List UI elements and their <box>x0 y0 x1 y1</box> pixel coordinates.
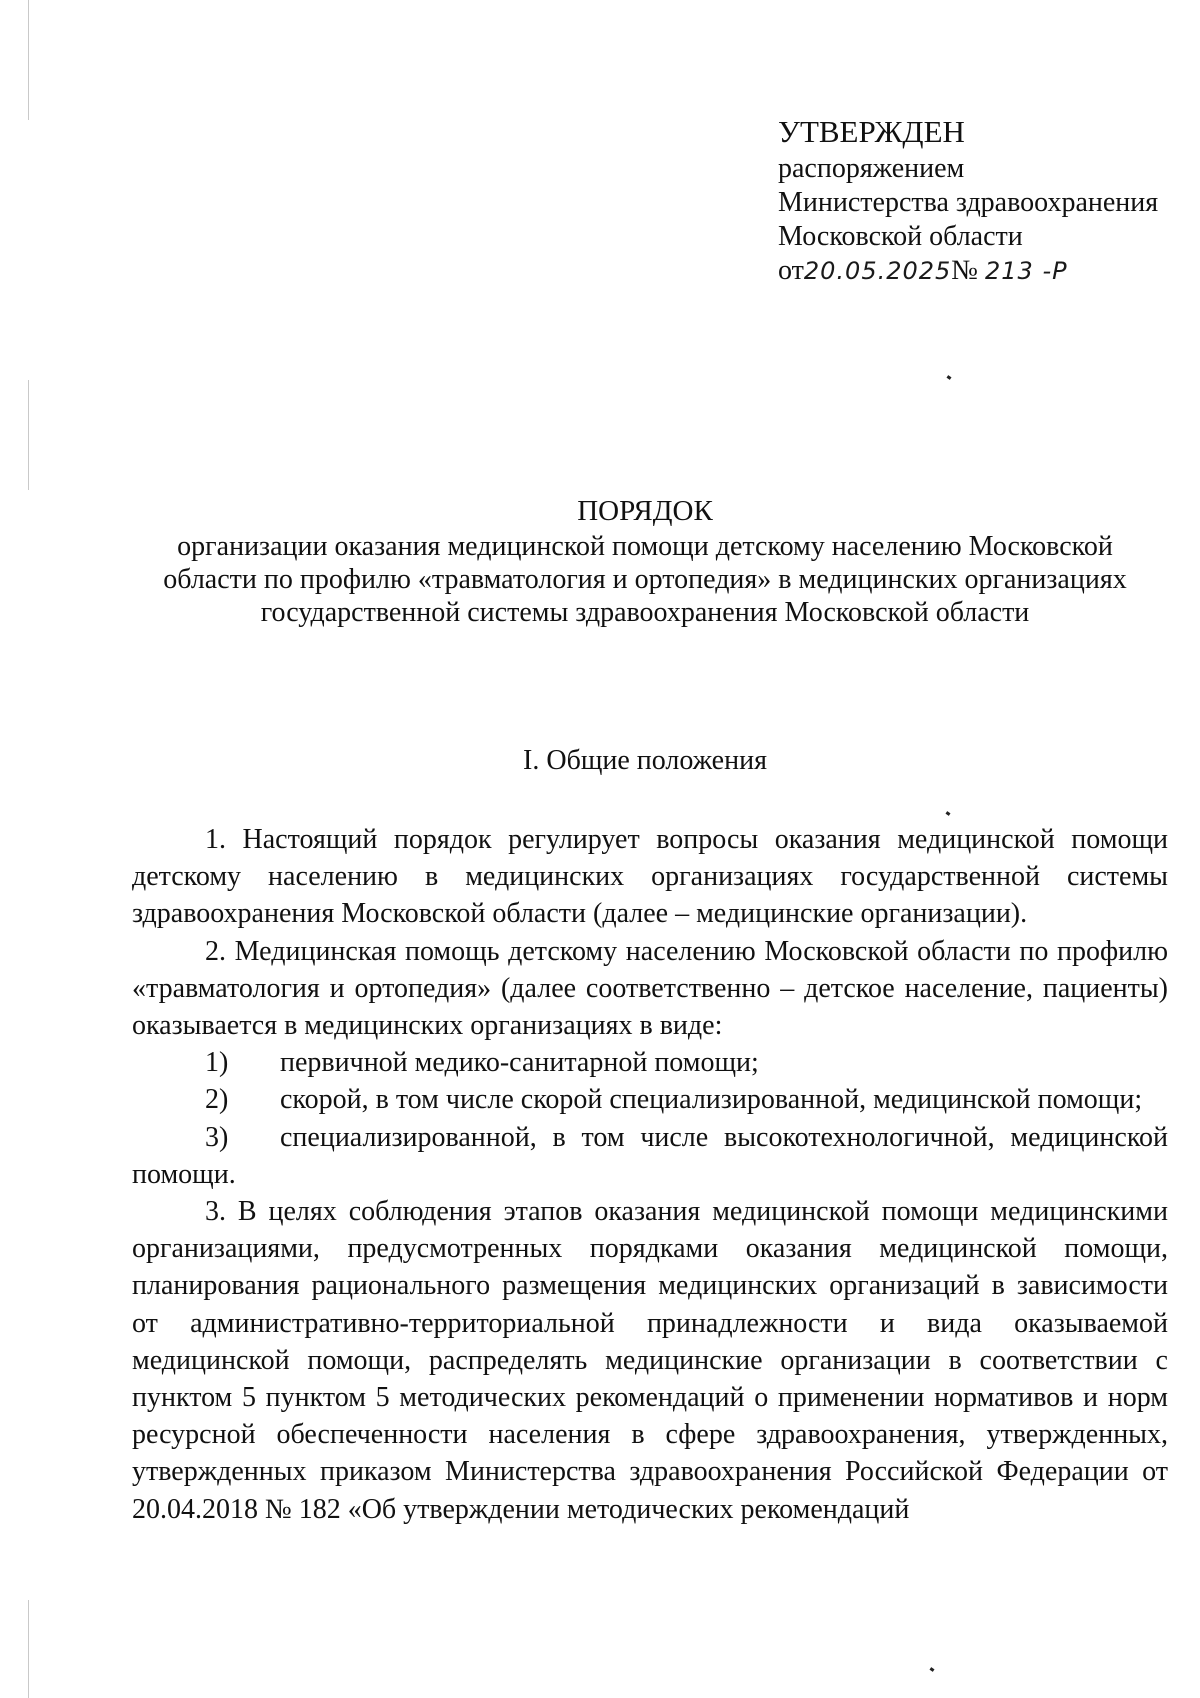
handwritten-date: 20.05.2025 <box>803 257 952 285</box>
list-item-number: 2) <box>205 1084 229 1116</box>
list-item-number: 1) <box>205 1047 229 1079</box>
document-subtitle-line-3: государственной системы здравоохранения Московской области <box>260 597 1030 628</box>
paragraph-2: 2. Медицинская помощь детскому населению Московской области по профилю «травматология и ортопедия» (далее соответственно – детское население, пациенты) оказывается в медицинских организациях в виде: <box>132 935 1168 1042</box>
list-item-text: специализированной, в том числе высокотехнологичной, медицинской помощи. <box>132 1121 1168 1190</box>
scan-speck <box>930 1667 935 1672</box>
list-item-text: скорой, в том числе скорой специализированной, медицинской помощи; <box>280 1084 1143 1116</box>
handwritten-number: 213 -Р <box>985 257 1068 285</box>
scan-speck <box>947 375 952 380</box>
list-item-number: 3) <box>205 1121 229 1153</box>
list-item-text: первичной медико-санитарной помощи; <box>280 1047 759 1079</box>
document-subtitle-line-1: организации оказания медицинской помощи детскому населению Московской <box>177 531 1113 562</box>
approval-line-2: Министерства здравоохранения <box>778 187 1159 218</box>
list-item <box>132 1119 1168 1193</box>
document-title: ПОРЯДОК <box>577 495 713 527</box>
document-title-block <box>120 493 1170 629</box>
scan-edge-top <box>28 0 29 120</box>
list-item <box>132 1044 1168 1081</box>
document-subtitle-line-2: области по профилю «травматология и ортопедия» в медицинских организациях <box>163 564 1127 595</box>
approval-date-line <box>778 254 1158 288</box>
document-body <box>132 821 1168 1528</box>
approval-line-3: Московской области <box>778 221 1023 252</box>
number-sign: № <box>951 255 979 286</box>
scan-edge-middle <box>28 380 29 490</box>
paragraph-1: 1. Настоящий порядок регулирует вопросы оказания медицинской помощи детскому населению в медицинских организациях государственной системы здравоохранения Московской области (далее – медицинские организации). <box>132 824 1168 930</box>
approval-stamp-block <box>778 112 1158 288</box>
paragraph-3: 3. В целях соблюдения этапов оказания медицинской помощи медицинскими организациями, предусмотренных порядками оказания медицинской помощи, планирования рационального размещения медицинских организаций в зависимости от административно-территориальной принадлежности и вида оказываемой медицинской помощи, распределять медицинские организации в соответствии с пунктом 5 пунктом 5 методических рекомендаций о применении нормативов и норм ресурсной обеспеченности населения в сфере здравоохранения, утвержденных, утвержденных приказом Министерства здравоохранения Российской Федерации от 20.04.2018 № 182 «Об утверждении методических рекомендаций <box>132 1196 1168 1525</box>
approval-heading: УТВЕРЖДЕН <box>778 114 965 149</box>
scan-edge-bottom <box>28 1600 29 1698</box>
approval-line-1: распоряжением <box>778 153 965 184</box>
list-item <box>132 1081 1168 1118</box>
scan-speck <box>946 811 951 816</box>
section-heading: I. Общие положения <box>523 745 767 776</box>
date-prefix: от <box>778 255 804 286</box>
